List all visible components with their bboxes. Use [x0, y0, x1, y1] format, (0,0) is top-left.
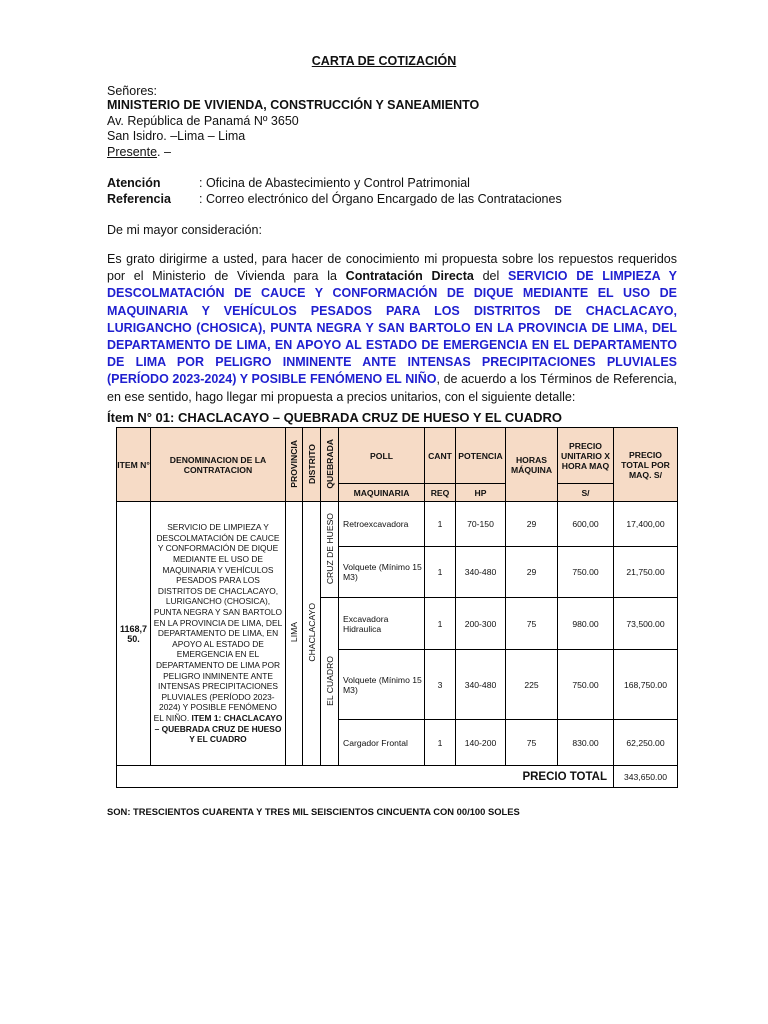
- presente-tail: . –: [157, 145, 171, 159]
- address-line-2: San Isidro. –Lima – Lima: [107, 129, 246, 143]
- th-potencia: POTENCIA: [456, 428, 506, 484]
- th-req: REQ: [425, 484, 456, 502]
- row5-maquinaria: Cargador Frontal: [339, 720, 425, 766]
- denominacion-cell: [151, 502, 286, 766]
- distrito-cell: [303, 502, 321, 766]
- provincia-value: LIMA: [289, 622, 299, 643]
- th-cant: CANT: [425, 428, 456, 484]
- denominacion-item: ITEM 1: CHACLACAYO – QUEBRADA CRUZ DE HUESO Y EL CUADRO: [154, 712, 283, 745]
- row5-potencia: 140-200: [456, 720, 506, 766]
- row2-precio-total: 21,750.00: [614, 547, 678, 598]
- item-number: 1168,7 50.: [117, 502, 151, 766]
- presente-line: [107, 144, 171, 160]
- row5-precio-unit: 830.00: [558, 720, 614, 766]
- reference-line: [107, 191, 562, 207]
- letter-title: CARTA DE COTIZACIÓN: [311, 54, 457, 68]
- row1-maquinaria: Retroexcavadora: [339, 502, 425, 547]
- quebrada-cell-1: [321, 502, 339, 598]
- quebrada-value-2: EL CUADRO: [324, 655, 335, 706]
- row1-precio-unit: 600,00: [558, 502, 614, 547]
- row4-potencia: 340-480: [456, 650, 506, 720]
- row4-cant: 3: [425, 650, 456, 720]
- row3-horas: 75: [506, 598, 558, 650]
- row5-cant: 1: [425, 720, 456, 766]
- body-text-3: , de acuerdo a los Términos de Referencia, en ese sentido, hago llegar mi propuesta a precios unitarios, con el siguiente detalle:: [107, 372, 677, 404]
- amount-in-words: SON: TRESCIENTOS CUARENTA Y TRES MIL SEISCIENTOS CINCUENTA CON 00/100 SOLES: [107, 806, 520, 817]
- th-item: ITEM N°: [117, 428, 151, 502]
- total-row: [117, 766, 678, 788]
- row3-precio-total: 73,500.00: [614, 598, 678, 650]
- row1-potencia: 70-150: [456, 502, 506, 547]
- row2-precio-unit: 750.00: [558, 547, 614, 598]
- th-provincia: [286, 428, 303, 502]
- row3-maquinaria: Excavadora Hidraulica: [339, 598, 425, 650]
- recipient: MINISTERIO DE VIVIENDA, CONSTRUCCIÓN Y SANEAMIENTO: [107, 98, 480, 112]
- provincia-cell: [286, 502, 303, 766]
- row1-horas: 29: [506, 502, 558, 547]
- row5-precio-total: 62,250.00: [614, 720, 678, 766]
- th-soles: S/: [558, 484, 614, 502]
- row3-cant: 1: [425, 598, 456, 650]
- attention-line: [107, 175, 470, 191]
- total-value: 343,650.00: [614, 766, 678, 788]
- th-denominacion: DENOMINACION DE LA CONTRATACION: [151, 428, 286, 502]
- th-distrito-label: DISTRITO: [306, 443, 317, 484]
- row4-maquinaria: Volquete (Mínimo 15 M3): [339, 650, 425, 720]
- row2-cant: 1: [425, 547, 456, 598]
- body-service-name: SERVICIO DE LIMPIEZA Y DESCOLMATACIÓN DE CAUCE Y CONFORMACIÓN DE DIQUE MEDIANTE EL USO DE MAQUINARIA Y VEHÍCULOS PESADOS PARA LOS DISTRITOS DE CHACLACAYO, LURIGANCHO (CHOSICA), PUNTA NEGRA Y SAN BARTOLO EN LA PROVINCIA DE LIMA, DEL DEPARTAMENTO DE LIMA, EN APOYO AL ESTADO DE EMERGENCIA EN EL DEPARTAMENTO DE LIMA POR PELIGRO INMINENTE ANTE INTENSAS PRECIPITACIONES PLUVIALES (PERÍODO 2023-2024) Y POSIBLE FENÓMENO EL NIÑO: [107, 269, 677, 387]
- row3-potencia: 200-300: [456, 598, 506, 650]
- quebrada-cell-2: [321, 598, 339, 766]
- body-text-1: Es grato dirigirme a usted, para hacer de conocimiento mi propuesta sobre los repuestos requeridos por el Ministerio de Vivienda para la: [107, 252, 677, 284]
- table-row: [117, 502, 678, 547]
- row5-horas: 75: [506, 720, 558, 766]
- reference-label: Referencia: [107, 192, 171, 206]
- th-hp: HP: [456, 484, 506, 502]
- body-contratacion: Contratación Directa: [345, 269, 474, 284]
- th-provincia-label: PROVINCIA: [289, 439, 299, 488]
- th-horas: HORAS MÁQUINA: [506, 428, 558, 502]
- th-distrito: [303, 428, 321, 502]
- presente-word: Presente: [107, 145, 158, 159]
- salutation: Señores:: [107, 84, 158, 98]
- th-quebrada-label: QUEBRADA: [324, 438, 335, 489]
- attention-label: Atención: [107, 176, 161, 190]
- row2-potencia: 340-480: [456, 547, 506, 598]
- attention-value: : Oficina de Abastecimiento y Control Patrimonial: [199, 176, 470, 190]
- quebrada-value-1: CRUZ DE HUESO: [324, 512, 335, 585]
- row4-horas: 225: [506, 650, 558, 720]
- row2-maquinaria: Volquete (Mínimo 15 M3): [339, 547, 425, 598]
- address-line-1: Av. República de Panamá Nº 3650: [107, 114, 299, 128]
- row1-cant: 1: [425, 502, 456, 547]
- greeting: De mi mayor consideración:: [107, 223, 262, 237]
- row3-precio-unit: 980.00: [558, 598, 614, 650]
- th-maquinaria: MAQUINARIA: [339, 484, 425, 502]
- body-paragraph: [107, 251, 677, 406]
- denominacion-text: SERVICIO DE LIMPIEZA Y DESCOLMATACIÓN DE CAUCE Y CONFORMACIÓN DE DIQUE MEDIANTE EL USO DE MAQUINARIA Y VEHÍCULOS PESADOS PARA LOS DISTRITOS DE CHACLACAYO, LURIGANCHO (CHOSICA), PUNTA NEGRA Y SAN BARTOLO EN LA PROVINCIA DE LIMA, DEL DEPARTAMENTO DE LIMA, EN APOYO AL ESTADO DE EMERGENCIA EN EL DEPARTAMENTO DE LIMA POR PELIGRO INMINENTE ANTE INTENSAS PRECIPITACIONES PLUVIALES (PERÍODO 2023-2024) Y POSIBLE FENÓMENO EL NIÑO.: [153, 522, 283, 723]
- item-title: Ítem N° 01: CHACLACAYO – QUEBRADA CRUZ DE HUESO Y EL CUADRO: [107, 410, 562, 425]
- body-text-2: del: [473, 269, 508, 284]
- row4-precio-unit: 750.00: [558, 650, 614, 720]
- distrito-value: CHACLACAYO: [306, 603, 317, 662]
- th-precio-total: PRECIO TOTAL POR MAQ. S/: [614, 428, 678, 502]
- th-quebrada: [321, 428, 339, 502]
- row2-horas: 29: [506, 547, 558, 598]
- row4-precio-total: 168,750.00: [614, 650, 678, 720]
- th-poll: POLL: [339, 428, 425, 484]
- quotation-table: [116, 427, 678, 788]
- th-precio-unit: PRECIO UNITARIO X HORA MAQ: [558, 428, 614, 484]
- row1-precio-total: 17,400,00: [614, 502, 678, 547]
- header-row-1: [117, 428, 678, 484]
- reference-value: : Correo electrónico del Órgano Encargado de las Contrataciones: [199, 192, 562, 206]
- total-label: PRECIO TOTAL: [117, 766, 614, 788]
